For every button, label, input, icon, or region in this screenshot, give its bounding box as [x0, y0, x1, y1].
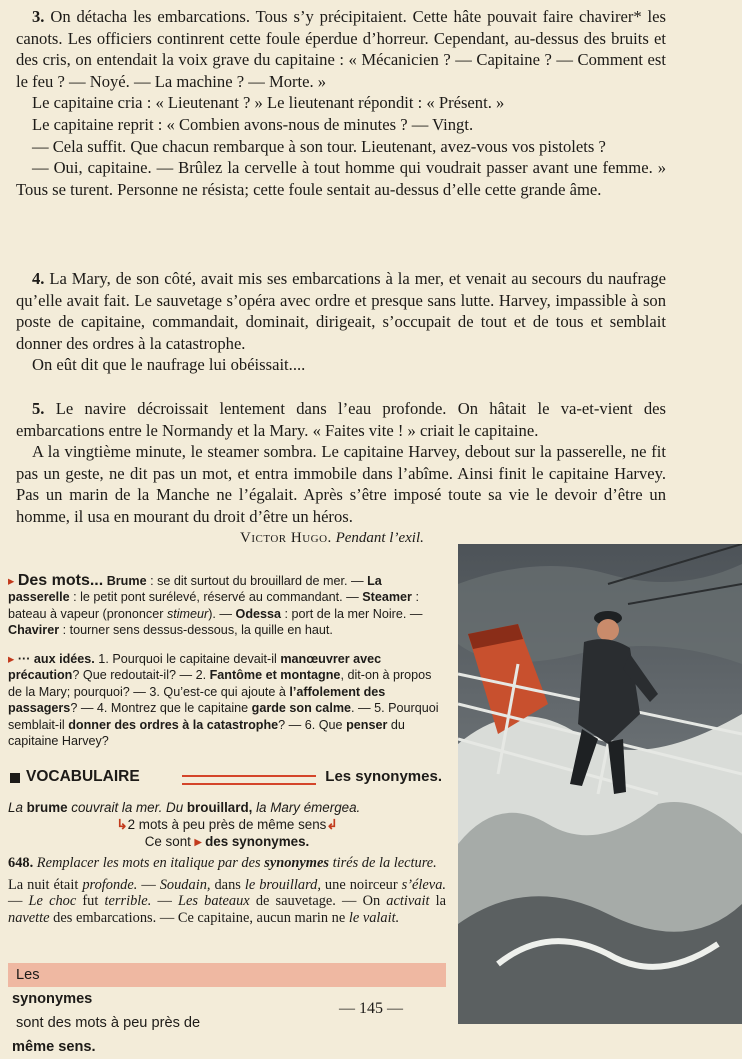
- paragraph-4: [16, 268, 666, 376]
- vocabulaire-title: VOCABULAIRE: [26, 768, 140, 785]
- paragraph-5-line-2: A la vingtième minute, le steamer sombra. Le capitaine Harvey, debout sur la passerelle, ne fit pas un geste, ne dit pas un mot, et entra immobile dans l’abîme. Ainsi finit le capitaine Harvey. Pas un marin de la Manche ne l’égalait. Après s’être imposé toute sa vie le devoir d’être un homme, il usa en mourant du droit d’être un héros.: [16, 442, 666, 526]
- italic-word: terrible.: [104, 893, 152, 910]
- signature: [240, 530, 424, 547]
- example-line-2: ↳2 mots à peu près de même sens↲: [116, 817, 338, 832]
- bullet-arrow-icon: ▸: [8, 574, 15, 588]
- vocabulaire-header: [8, 768, 446, 790]
- vocabulaire-topic: Les synonymes.: [325, 768, 442, 785]
- example-box: [8, 799, 446, 850]
- exercise-648: [8, 855, 446, 926]
- italic-word: Le choc: [28, 893, 77, 910]
- exercise-text: —: [151, 893, 178, 910]
- italic-word: navette: [8, 909, 50, 926]
- aux-idees-heading: ··· aux idées.: [17, 652, 95, 666]
- exercise-body: [8, 877, 446, 927]
- author: Victor Hugo.: [240, 530, 332, 546]
- work-title: Pendant l’exil.: [335, 530, 424, 546]
- paragraph-3-line-1: 3. On détacha les embarcations. Tous s’y précipitaient. Cette hâte pouvait faire chavirer* les canots. Les officiers continrent cette foule éperdue d’horreur. Cependant, au-dessus des bruits et des cris, on entendait la voix grave du capitaine : « Mécanicien ? — Capitaine ? — Comment est le feu ? — Noyé. — La machine ? — Morte. »: [16, 7, 666, 91]
- italic-word: activait: [386, 893, 430, 910]
- shipwreck-illustration: [458, 544, 742, 1024]
- page-number: — 145 —: [339, 1000, 403, 1017]
- italic-word: s’éleva.: [401, 876, 446, 893]
- paragraph-5-line-1: 5. Le navire décroissait lentement dans l’eau profonde. On hâtait le va-et-vient des embarcations entre le Normandy et la Mary. « Faites vite ! » criait le capitaine.: [16, 399, 666, 440]
- example-sentence: La brume couvrait la mer. Du brouillard, la Mary émergea.: [8, 800, 361, 815]
- italic-word: Les bateaux: [177, 893, 250, 910]
- paragraph-3-line-5: — Oui, capitaine. — Brûlez la cervelle à tout homme qui voudrait passer avant une femme. » Tous se turent. Personne ne résista; cette foule sentait au-dessus d’elle cette grande âme.: [16, 158, 666, 199]
- rule-highlight: Les synonymes sont des mots à peu près de même sens.: [8, 963, 446, 987]
- exercise-text: —: [137, 876, 160, 893]
- paragraph-3-line-3: Le capitaine reprit : « Combien avons-nous de minutes ? — Vingt.: [32, 114, 474, 134]
- exercise-text: La nuit était: [8, 876, 83, 893]
- exercise-text: fut: [76, 893, 105, 910]
- bullet-arrow-icon: ▸: [8, 652, 15, 666]
- exercise-text: de sauvetage. — On: [249, 893, 387, 910]
- exercise-text: une noirceur: [320, 876, 402, 893]
- curved-arrow-left-icon: ↲: [326, 817, 338, 832]
- italic-word: le brouillard,: [244, 876, 321, 893]
- italic-word: le valait.: [348, 909, 400, 926]
- italic-word: Soudain,: [159, 876, 211, 893]
- des-mots-heading: Des mots...: [17, 572, 104, 589]
- exercise-text: —: [8, 893, 29, 910]
- example-line-3: Ce sont ▸ des synonymes.: [144, 834, 310, 849]
- paragraph-5: [16, 398, 666, 528]
- exercise-text: des embarcations. — Ce capitaine, aucun marin ne: [49, 909, 349, 926]
- paragraph-3: [16, 6, 666, 200]
- paragraph-4-line-1: 4. La Mary, de son côté, avait mis ses embarcations à la mer, et venait au secours du naufrage qu’elle avait fait. Le sauvetage s’opéra avec ordre et presque sans lutte. Harvey, impassible à son poste de capitaine, commandait, dominait, dirigeait, s’occupait de tout et de tous et semblait donner des ordres à la catastrophe.: [16, 269, 667, 353]
- paragraph-3-line-2: Le capitaine cria : « Lieutenant ? » Le lieutenant répondit : « Présent. »: [32, 93, 505, 113]
- des-mots-box: ▸ Des mots... Brume : se dit surtout du brouillard de mer. — La passerelle : le petit pont surélevé, réservé au commandant. — Steamer : bateau à vapeur (prononcer stimeur). — Odessa : port de la mer Noire. — Chavirer : tourner sens dessus-dessous, la quille en haut.: [8, 572, 423, 638]
- bullet-arrow-icon: ▸: [194, 834, 202, 849]
- curved-arrow-right-icon: ↳: [116, 817, 128, 832]
- aux-idees-box: ▸ ··· aux idées. 1. Pourquoi le capitaine devait-il manœuvrer avec précaution? Que redoutait-il? — 2. Fantôme et montagne, dit-on à propos de la Mary; pourquoi? — 3. Qu’est-ce qui ajoute à l’affolement des passagers? — 4. Montrez que le capitaine garde son calme. — 5. Pourquoi semblait-il donner des ordres à la catastrophe? — 6. Que penser du capitaine Harvey?: [8, 652, 439, 749]
- italic-word: profonde.: [82, 876, 138, 893]
- exercise-text: la: [429, 893, 446, 910]
- exercise-instruction: 648. Remplacer les mots en italique par des synonymes tirés de la lecture.: [8, 855, 437, 871]
- double-rule: [182, 775, 316, 785]
- paragraph-4-line-2: On eût dit que le naufrage lui obéissait....: [32, 355, 306, 375]
- paragraph-3-line-4: — Cela suffit. Que chacun rembarque à son tour. Lieutenant, avez-vous vos pistolets ?: [32, 136, 606, 156]
- square-bullet-icon: [10, 773, 20, 783]
- exercise-text: dans: [210, 876, 245, 893]
